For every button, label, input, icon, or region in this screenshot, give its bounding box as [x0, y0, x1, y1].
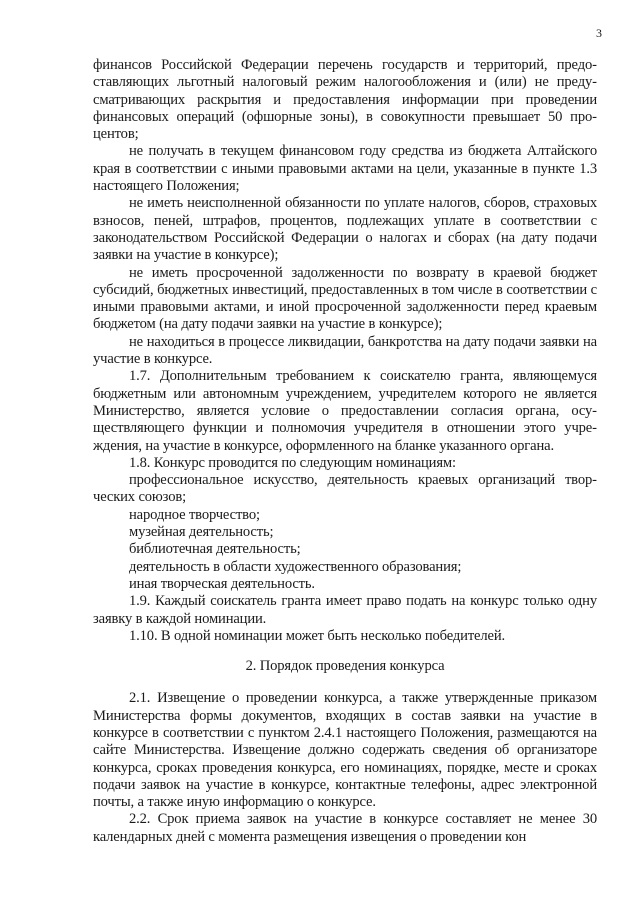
page-number: 3: [596, 26, 602, 40]
paragraph-no-budget-funds: не получать в текущем финансовом году средства из бюджета Алтайского края в соответствии с иными правовыми актами на цели, указанные в пункте 1.3 настоящего Положения;: [93, 143, 597, 195]
paragraph-1-8: 1.8. Конкурс проводится по следующим номинациям:: [129, 454, 456, 471]
section-heading: 2. Порядок проведения конкурса: [245, 658, 445, 675]
paragraph-offshore-continuation: финансов Российской Федерации перечень государств и территорий, предоставляющих льготный налоговый режим налогообложения и (или) не предусматривающих раскрытия и предоставления информации при проведении финансовых операций (офшорные зоны), в совокупности превышает 50 процентов;: [93, 57, 597, 143]
nomination-art-education: деятельность в области художественного образования;: [129, 558, 462, 575]
paragraph-1-10: 1.10. В одной номинации может быть несколько победителей.: [129, 627, 505, 644]
nomination-other-creative: иная творческая деятельность.: [129, 575, 315, 592]
paragraph-no-tax-debt: не иметь неисполненной обязанности по уплате налогов, сборов, страховых взносов, пеней, штрафов, процентов, подлежащих уплате в соответствии с законодательством Российской Федерации о налогах и сборах (на дату подачи заявки на участие в конкурсе);: [93, 195, 597, 264]
nomination-museum: музейная деятельность;: [129, 524, 274, 541]
paragraph-no-liquidation: не находиться в процессе ликвидации, банкротства на дату подачи заявки на участие в конкурсе.: [93, 333, 597, 368]
paragraph-2-2: 2.2. Срок приема заявок на участие в конкурсе составляет не менее 30 календарных дней с момента размещения извещения о проведении кон: [93, 811, 597, 845]
paragraph-1-7: 1.7. Дополнительным требованием к соискателю гранта, являющемуся бюджетным или автономным учреждением, учредителем которого не является Министерство, является условие о предоставлении согласия органа, осуществляющего функции и полномочия учредителя в отношении этого учреждения, на участие в конкурсе, оформленного на бланке указанного органа.: [93, 368, 597, 454]
paragraph-no-overdue-debt: не иметь просроченной задолженности по возврату в краевой бюджет субсидий, бюджетных инвестиций, предоставленных в том числе в соответствии с иными правовыми актами, и иной просроченной задолженности перед краевым бюджетом (на дату подачи заявки на участие в конкурсе);: [93, 264, 597, 333]
nomination-folk-art: народное творчество;: [129, 506, 260, 523]
nomination-professional-art: профессиональное искусство, деятельность краевых организаций творческих союзов;: [93, 472, 597, 506]
document-body: [93, 57, 597, 846]
nomination-library: библиотечная деятельность;: [129, 541, 301, 558]
paragraph-1-9: 1.9. Каждый соискатель гранта имеет право подать на конкурс только одну заявку в каждой номинации.: [93, 593, 597, 627]
paragraph-2-1: 2.1. Извещение о проведении конкурса, а также утвержденные приказом Министерства формы документов, входящих в состав заявки на участие в конкурсе в соответствии с пунктом 2.4.1 настоящего Положения, размещаются на сайте Министерства. Извещение должно содержать сведения об организаторе конкурса, сроках проведения конкурса, его номинациях, порядке, месте и сроках подачи заявок на участие в конкурсе, контактные телефоны, адрес электронной почты, а также иную информацию о конкурсе.: [93, 690, 597, 811]
